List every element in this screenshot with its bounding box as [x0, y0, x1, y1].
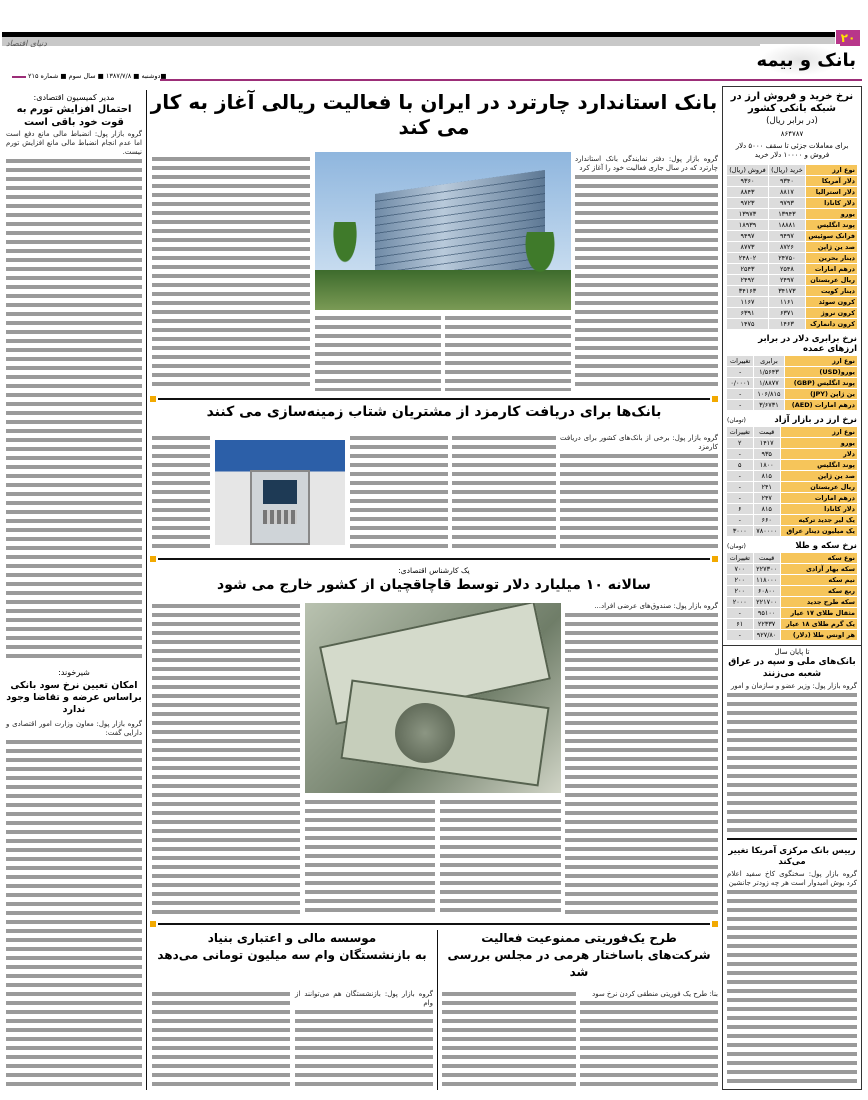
currency-name: یورو — [806, 209, 857, 219]
left-a1-title: احتمال افزایش تورم به قوت خود باقی است — [16, 104, 132, 128]
currency-name: دلار — [781, 449, 857, 459]
table-row — [727, 564, 857, 574]
rate-value: ۱۴۱۷ — [754, 438, 780, 448]
column-header: تغییرات — [727, 356, 753, 366]
rate-value: ۱۰۶/۸۱۵ — [754, 389, 783, 399]
rate-value: ۱۱۶۱ — [769, 297, 805, 307]
currency-name: هر اونس طلا (دلار) — [781, 630, 857, 640]
column-rule — [146, 90, 147, 1090]
table-row — [727, 187, 857, 197]
currency-name: یک میلیون دینار عراق — [781, 526, 857, 536]
table-row — [727, 504, 857, 514]
rate-value: ۲ — [727, 438, 753, 448]
article-divider — [158, 398, 710, 400]
currency-name: درهم امارات — [806, 264, 857, 274]
free-market-wrapper — [723, 426, 861, 537]
rate-value: ۱۳۹۴۳ — [769, 209, 805, 219]
main-a5-title-line1: موسسه مالی و اعتباری بنیاد — [207, 931, 377, 945]
currency-name: درهم امارات — [781, 493, 857, 503]
currency-name: دلار استرالیا — [806, 187, 857, 197]
rate-value: ۱/۵۶۴۳ — [754, 367, 783, 377]
table-row — [727, 308, 857, 318]
table-row — [727, 253, 857, 263]
main-a3-lead: گروه بازار پول: صندوق‌های عرضی افراد... — [565, 602, 718, 611]
table-row — [727, 367, 857, 377]
rate-value: ۱۳۹۷۳ — [727, 209, 768, 219]
table-row — [727, 471, 857, 481]
rate-value: ۶۳۷۱ — [769, 308, 805, 318]
rate-value: ۲۴۷ — [754, 493, 780, 503]
currency-name: نیم سکه — [781, 575, 857, 585]
rate-value: ۱۸۹۳۹ — [727, 220, 768, 230]
coins-wrapper — [723, 552, 861, 641]
main-a3-body-col1 — [565, 602, 718, 914]
currency-name: دلار آمریکا — [806, 176, 857, 186]
rate-value: ۳/۶۷۳۱ — [754, 400, 783, 410]
main-a4-title — [440, 930, 718, 981]
divider-marker — [150, 556, 156, 562]
main-a1-title: بانک استاندارد چارترد در ایران با فعالیت ریالی آغاز به کار می کند — [150, 90, 718, 139]
rate-value: ۳۴۱۶۳ — [727, 286, 768, 296]
palm-tree — [325, 222, 365, 282]
main-a5-lead: گروه بازار پول: بازنشستگان هم می‌توانند از وام — [295, 990, 433, 1007]
column-rule — [437, 930, 438, 1090]
section-title: بانک و بیمه — [756, 50, 856, 71]
right-a1-lead: گروه بازار پول: وزیر عضو و سازمان و امور — [727, 682, 857, 691]
table-row — [727, 220, 857, 230]
table-row — [727, 176, 857, 186]
main-a3-body-col4 — [152, 602, 300, 914]
bank-rates-table — [726, 164, 858, 330]
dateline-rule — [12, 76, 26, 78]
column-header: نوع سکه — [781, 553, 857, 563]
left-a2-kicker: شیرخوند: — [58, 668, 90, 677]
left-a2-title: امکان تعیین نرخ سود بانکی براساس عرضه و تقاضا وجود ندارد — [6, 680, 142, 715]
header-gray-bar — [2, 37, 835, 46]
currency-name: صد ین ژاپن — [781, 471, 857, 481]
main-a4-title-line2: شرکت‌های باساختار هرمی در مجلس بررسی شد — [447, 948, 711, 979]
currency-name: فرانک سوئیس — [806, 231, 857, 241]
divider-marker — [712, 921, 718, 927]
rate-value: ۸۸۱۷ — [769, 187, 805, 197]
column-header: نوع ارز — [806, 165, 857, 175]
left-a2-body — [6, 720, 142, 1088]
photo-standard-chartered-building — [315, 152, 571, 310]
table-row — [727, 597, 857, 607]
rate-value: - — [727, 515, 753, 525]
main-a2-body-col4 — [152, 434, 210, 552]
rate-value: - — [727, 367, 753, 377]
rate-value: ۶۶۰ — [754, 515, 780, 525]
currency-name: سکه طرح جدید — [781, 597, 857, 607]
right-a1-kicker: تا پایان سال — [774, 648, 810, 656]
rate-value: ۹۵۱۰۰ — [754, 608, 780, 618]
main-a1-body-col1 — [575, 155, 718, 391]
table-row — [727, 319, 857, 329]
column-header: تغییرات — [727, 427, 753, 437]
rate-value: ۵ — [727, 460, 753, 470]
table-row — [727, 297, 857, 307]
page-number: ۲۰ — [836, 30, 860, 46]
main-a1-body-col4 — [152, 155, 310, 391]
right-a1-header — [723, 645, 861, 682]
main-a3-body-col2 — [440, 798, 561, 914]
left-a1-kicker: مدیر کمیسیون اقتصادی: — [33, 93, 115, 102]
table-row — [727, 275, 857, 285]
currency-name: یورو — [781, 438, 857, 448]
rate-value: - — [727, 471, 753, 481]
rate-value: ۲۰۰ — [727, 575, 753, 585]
table-row — [727, 438, 857, 448]
palm-tree — [515, 232, 565, 292]
rate-value: ۹۳۶۰ — [727, 176, 768, 186]
atm-keypad — [263, 510, 297, 524]
column-header: نوع ارز — [785, 356, 857, 366]
rate-value: ۹۷۲۳ — [727, 198, 768, 208]
currency-name: درهم امارات (AED) — [785, 400, 857, 410]
table-row — [727, 400, 857, 410]
rates-note: برای معاملات جزئی تا سقف ۵۰۰۰ دلار فروش و ۱۰۰۰۰ دلار خرید — [735, 142, 849, 159]
divider-marker — [150, 396, 156, 402]
rate-value: ۹۴۹۷ — [727, 231, 768, 241]
main-a1-lead: گروه بازار پول: دفتر نمایندگی بانک استاندارد چارترد که در سال جاری فعالیت خود را آغاز کرد — [575, 155, 718, 172]
table-row — [727, 460, 857, 470]
rate-value: - — [727, 493, 753, 503]
rates-sidebar — [722, 86, 862, 1090]
rate-value: ۹۴۹۷ — [769, 231, 805, 241]
right-a1-title: بانک‌های ملی و سپه در عراق شعبه می‌زنند — [728, 657, 856, 679]
table-row — [727, 575, 857, 585]
rate-value: - — [727, 482, 753, 492]
right-a2-body — [727, 870, 857, 1085]
currency-name: پوند انگلیس — [781, 460, 857, 470]
currency-name: پوند انگلیس (GBP) — [785, 378, 857, 388]
section-rule — [160, 79, 862, 81]
article-divider — [158, 558, 710, 560]
coins-heading — [727, 541, 857, 551]
main-a2-body-col2 — [452, 434, 556, 552]
table-row — [727, 526, 857, 536]
currency-name: یورو(USD) — [785, 367, 857, 377]
rate-value: ۹۲۷/۸۰ — [754, 630, 780, 640]
rates-title: نرخ خرید و فروش ارز در شبکه بانکی کشور — [730, 91, 854, 114]
main-a5-body-col1 — [295, 990, 433, 1088]
rate-value: ۷۸۰۰۰۰ — [754, 526, 780, 536]
main-a2-body-col3 — [350, 434, 448, 552]
rate-value: ۸۱۵ — [754, 471, 780, 481]
rate-value: ۱۸۰۰ — [754, 460, 780, 470]
main-a3-title: سالانه ۱۰ میلیارد دلار توسط قاچاقچیان از کشور خارج می شود — [217, 577, 651, 593]
table-row — [727, 231, 857, 241]
rate-value: ۱/۸۸۷۷ — [754, 378, 783, 388]
rate-value: ۸۱۵ — [754, 504, 780, 514]
rate-value: ۸۷۲۶ — [769, 242, 805, 252]
column-header: تغییرات — [727, 553, 753, 563]
rate-value: ۲۵۴۸ — [769, 264, 805, 274]
cross-rates-wrapper — [723, 355, 861, 411]
table-header-row — [727, 427, 857, 437]
right-a2-title: رییس بانک مرکزی آمریکا تغییر می‌کند — [728, 846, 856, 867]
rate-value: ۲۴۷۵۰ — [769, 253, 805, 263]
divider-marker — [150, 921, 156, 927]
bank-rates-wrapper — [723, 164, 861, 330]
currency-name: پوند انگلیس — [806, 220, 857, 230]
table-row — [727, 515, 857, 525]
table-row — [727, 482, 857, 492]
left-a1-body — [6, 130, 142, 660]
right-a2-lead: گروه بازار پول: سخنگوی کاخ سفید اعلام کرد بوش امیدوار است هر چه زودتر جانشین — [727, 870, 857, 887]
atm-screen — [263, 480, 297, 504]
rates-code: ۸۶۴۷۸۷ — [780, 130, 804, 138]
right-a1-body — [727, 682, 857, 832]
currency-name: ین ژاپن (JPY) — [785, 389, 857, 399]
currency-name: کرون دانمارک — [806, 319, 857, 329]
rate-value: ۹۳۵ — [754, 449, 780, 459]
article-divider — [158, 923, 710, 925]
dateline: ■دوشنبه ■ ۱۳۸۷/۷/۸ ■ سال سوم ■ شماره ۲۱۵ — [28, 72, 167, 80]
table-row — [727, 264, 857, 274]
table-row — [727, 619, 857, 629]
table-header-row — [727, 553, 857, 563]
main-a4-title-line1: طرح یک‌فوریتی ممنوعیت فعالیت — [481, 931, 677, 945]
banknote-portrait — [395, 703, 455, 763]
rate-value: ۷۰۰ — [727, 564, 753, 574]
rate-value: ۶۱ — [727, 619, 753, 629]
currency-name: صد ین ژاپن — [806, 242, 857, 252]
table-row — [727, 286, 857, 296]
rate-value: ۶ — [727, 504, 753, 514]
column-header: برابری — [754, 356, 783, 366]
main-a2-lead: گروه بازار پول: برخی از بانک‌های کشور برای دریافت کارمزد — [560, 434, 718, 451]
main-a3-body-col3 — [305, 798, 435, 914]
rate-value: ۱۸۸۸۱ — [769, 220, 805, 230]
cross-rates-title: نرخ برابری دلار در برابر ارزهای عمده — [758, 334, 857, 354]
table-row — [727, 630, 857, 640]
free-market-title: نرخ ارز در بازار آزاد — [774, 415, 857, 425]
left-a1-lead: گروه بازار پول: انضباط مالی مانع دفع است اما عدم انجام انضباط مالی مانع افزایش تورم نیست. — [6, 130, 142, 156]
rate-value: ۲۴۸۰۲ — [727, 253, 768, 263]
rate-value: ۹۳۴۰ — [769, 176, 805, 186]
table-row — [727, 198, 857, 208]
table-row — [727, 209, 857, 219]
rate-value: ۳۴۱۷۳ — [769, 286, 805, 296]
column-header: نوع ارز — [781, 427, 857, 437]
main-a4-body-col2 — [442, 990, 576, 1088]
table-header-row — [727, 356, 857, 366]
column-header: خرید (ریال) — [769, 165, 805, 175]
rates-subtitle: (در برابر ریال) — [766, 116, 818, 126]
coins-unit: (تومان) — [727, 543, 746, 550]
column-header: قیمت — [754, 427, 780, 437]
rate-value: ۲۲۳۳۷ — [754, 619, 780, 629]
main-a5-title-line2: به بازنشستگان وام سه میلیون تومانی می‌دهد — [157, 948, 427, 962]
rate-value: ۲۲۱۷۰۰ — [754, 597, 780, 607]
table-row — [727, 378, 857, 388]
rate-value: ۶۳۹۱ — [727, 308, 768, 318]
divider-marker — [712, 556, 718, 562]
currency-name: دلار کانادا — [806, 198, 857, 208]
rate-value: ۲۰۰۰ — [727, 597, 753, 607]
rate-value: - — [727, 608, 753, 618]
newspaper-logo: دنیای اقتصاد — [6, 39, 47, 48]
currency-name: ریال عربستان — [781, 482, 857, 492]
free-market-heading — [727, 415, 857, 425]
cross-rates-table — [726, 355, 858, 411]
rate-value: ۲۴۹۲ — [727, 275, 768, 285]
coins-table — [726, 552, 858, 641]
main-a5-title — [150, 930, 434, 964]
table-row — [727, 449, 857, 459]
main-a5-body-col2 — [152, 990, 290, 1088]
rate-value: ۱۱۶۷ — [727, 297, 768, 307]
currency-name: کرون سوئد — [806, 297, 857, 307]
table-row — [727, 608, 857, 618]
right-a2-header — [727, 838, 857, 868]
rate-value: ۱۴۷۵ — [727, 319, 768, 329]
table-row — [727, 389, 857, 399]
photo-atm — [215, 440, 345, 545]
left-a2-lead: گروه بازار پول: معاون وزارت امور اقتصادی و دارایی گفت: — [6, 720, 142, 737]
rate-value: ۸۷۷۳ — [727, 242, 768, 252]
rate-value: ۰/۰۰۰۱ — [727, 378, 753, 388]
rate-value: ۲۰۰ — [727, 586, 753, 596]
column-header: فروش (ریال) — [727, 165, 768, 175]
currency-name: ربع سکه — [781, 586, 857, 596]
currency-name: کرون نروژ — [806, 308, 857, 318]
currency-name: مثقال طلای ۱۷ عیار — [781, 608, 857, 618]
currency-name: دینار بحرین — [806, 253, 857, 263]
rate-value: ۸۸۴۳ — [727, 187, 768, 197]
free-market-unit: (تومان) — [727, 417, 746, 424]
rate-value: ۱۱۸۰۰۰ — [754, 575, 780, 585]
rate-value: - — [727, 400, 753, 410]
currency-name: دلار کانادا — [781, 504, 857, 514]
rate-value: - — [727, 389, 753, 399]
photo-dollar-bills — [305, 603, 561, 793]
currency-name: سکه بهار آزادی — [781, 564, 857, 574]
rate-value: ۲۴۱ — [754, 482, 780, 492]
table-header-row — [727, 165, 857, 175]
currency-name: دینار کویت — [806, 286, 857, 296]
main-a2-body-col1 — [560, 434, 718, 552]
rate-value: ۲۲۷۳۰۰ — [754, 564, 780, 574]
rate-value: - — [727, 449, 753, 459]
main-a4-body-col1 — [580, 990, 718, 1088]
main-a1-body-col3 — [315, 314, 441, 391]
currency-name: ریال عربستان — [806, 275, 857, 285]
rate-value: ۲۵۴۳ — [727, 264, 768, 274]
rate-value: ۲۴۹۷ — [769, 275, 805, 285]
table-row — [727, 242, 857, 252]
coins-title: نرخ سکه و طلا — [795, 541, 857, 551]
main-a4-lead: بنا: طرح یک فوریتی منطقی کردن نرخ سود — [580, 990, 718, 999]
rate-value: ۶۰۸۰۰ — [754, 586, 780, 596]
free-market-table — [726, 426, 858, 537]
rate-value: ۳۰۰۰ — [727, 526, 753, 536]
currency-name: یک لیر جدید ترکیه — [781, 515, 857, 525]
table-row — [727, 586, 857, 596]
table-row — [727, 493, 857, 503]
divider-marker — [712, 396, 718, 402]
rate-value: ۹۷۹۳ — [769, 198, 805, 208]
column-header: قیمت — [754, 553, 780, 563]
rate-value: - — [727, 630, 753, 640]
main-a2-title: بانک‌ها برای دریافت کارمزد از مشتریان شتاب زمینه‌سازی می کنند — [206, 404, 662, 420]
currency-name: یک گرم طلای ۱۸ عیار — [781, 619, 857, 629]
rate-value: ۱۴۶۳ — [769, 319, 805, 329]
main-a1-body-col2 — [445, 314, 571, 391]
main-a3-kicker: یک کارشناس اقتصادی: — [398, 566, 470, 575]
